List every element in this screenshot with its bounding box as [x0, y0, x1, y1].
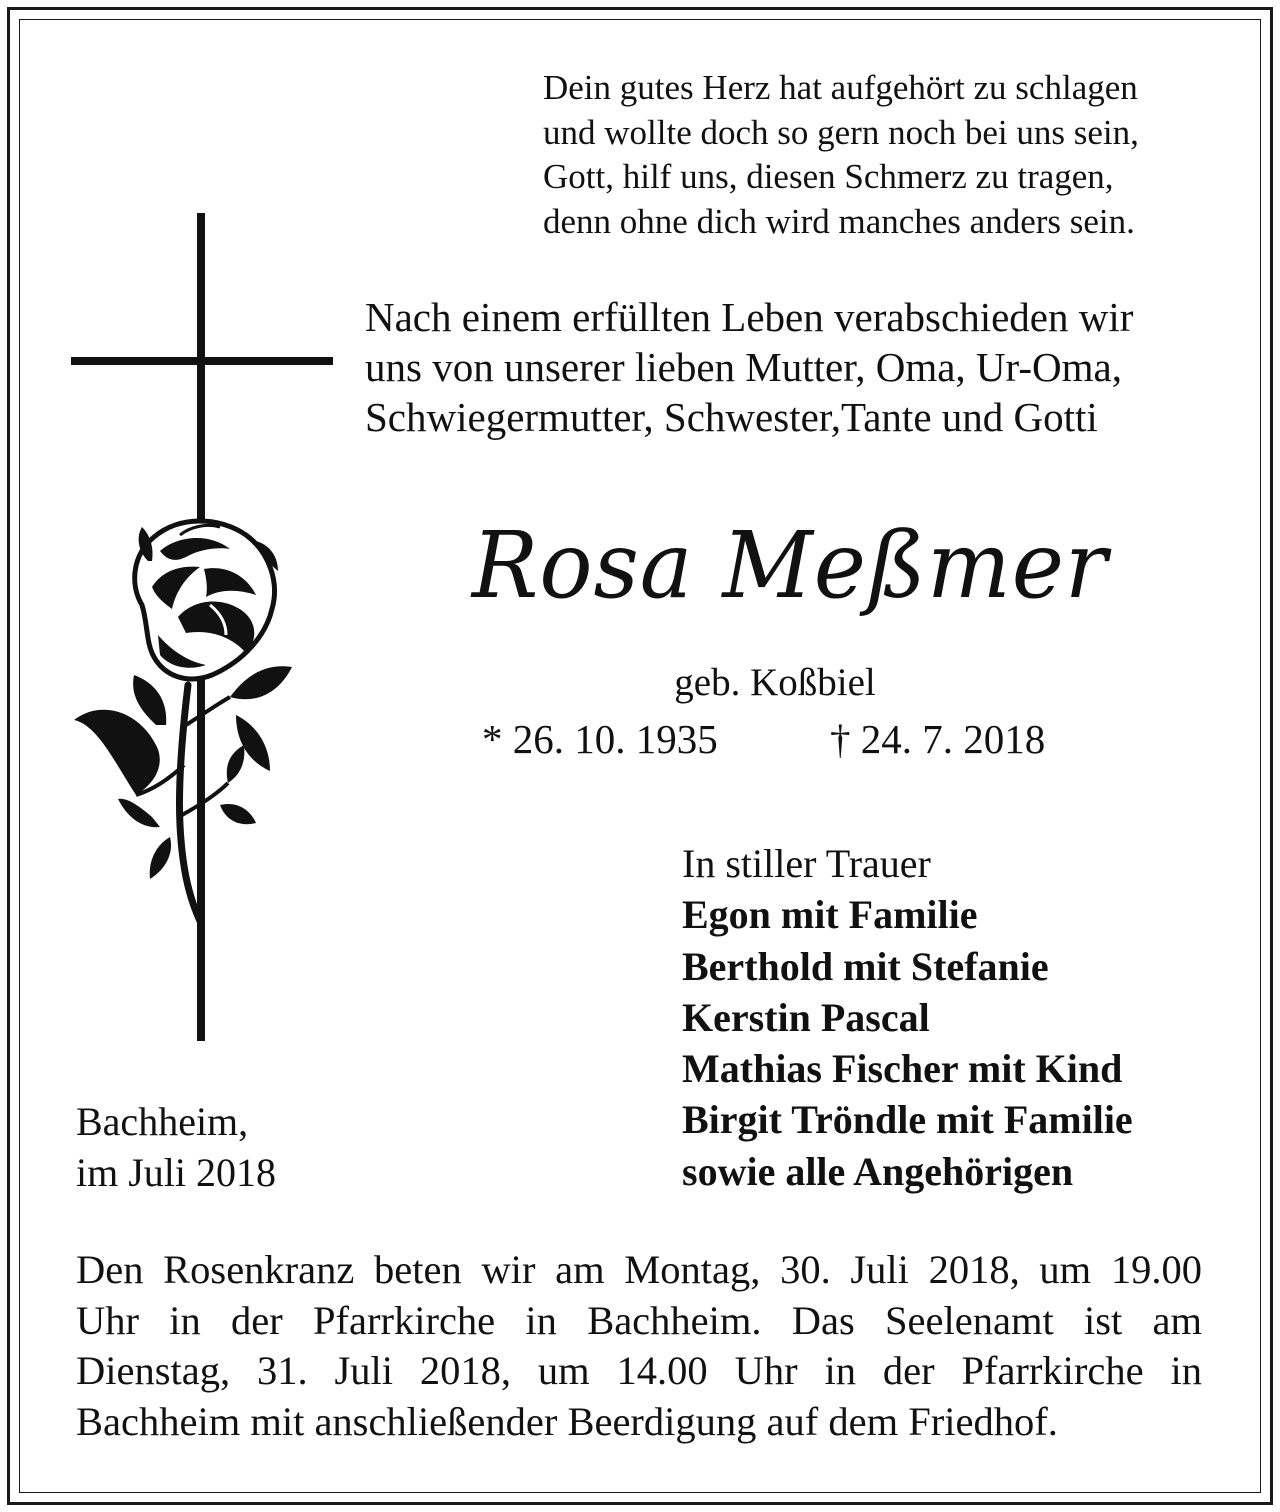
poem-line: denn ohne dich wird manches anders sein.	[543, 201, 1135, 241]
place-and-date	[76, 1096, 376, 1198]
poem	[543, 66, 1233, 244]
intro-line: uns von unserer lieben Mutter, Oma, Ur-Oma,	[365, 344, 1122, 390]
poem-line: Gott, hilf uns, diesen Schmerz zu tragen,	[543, 157, 1114, 196]
poem-line: und wollte doch so gern noch bei uns sein,	[543, 112, 1139, 152]
mourner-name: sowie alle Angehörigen	[682, 1148, 1074, 1194]
maiden-name: geb. Koßbiel	[674, 661, 876, 704]
mourner-name: Egon mit Familie	[682, 892, 978, 938]
deceased-name: Rosa Meßmer	[471, 512, 1109, 619]
service-line: Uhr in der Pfarrkirche in Bachheim. Das Seelenamt ist am	[76, 1297, 1202, 1343]
death-date: † 24. 7. 2018	[830, 716, 1046, 762]
service-line: Dienstag, 31. Juli 2018, um 14.00 Uhr in der Pfarrkirche in	[76, 1348, 1202, 1393]
mourner-name: Birgit Tröndle mit Familie	[682, 1097, 1133, 1143]
place-line: im Juli 2018	[76, 1150, 277, 1195]
intro-line: Nach einem erfüllten Leben verabschieden wir	[365, 294, 1134, 340]
mourner-name: Berthold mit Stefanie	[682, 943, 1049, 989]
service-line: Bachheim mit anschließender Beerdigung auf dem Friedhof.	[76, 1398, 1058, 1444]
poem-line: Dein gutes Herz hat aufgehört zu schlagen	[543, 68, 1138, 107]
service-details	[76, 1245, 1202, 1447]
intro-text	[365, 292, 1225, 442]
place-line: Bachheim,	[76, 1099, 249, 1144]
intro-line: Schwiegermutter, Schwester,Tante und Gotti	[365, 394, 1098, 440]
mourners-heading: In stiller Trauer	[682, 841, 931, 886]
service-line: Den Rosenkranz beten wir am Montag, 30. Juli 2018, um 19.00	[76, 1247, 1202, 1292]
mourner-name: Kerstin Pascal	[682, 994, 930, 1040]
mourners-list	[682, 838, 1242, 1197]
cross-with-rose-icon	[60, 205, 350, 1050]
mourner-name: Mathias Fischer mit Kind	[682, 1046, 1123, 1092]
cross-horizontal-bar	[71, 357, 333, 365]
birth-date: * 26. 10. 1935	[482, 716, 718, 762]
